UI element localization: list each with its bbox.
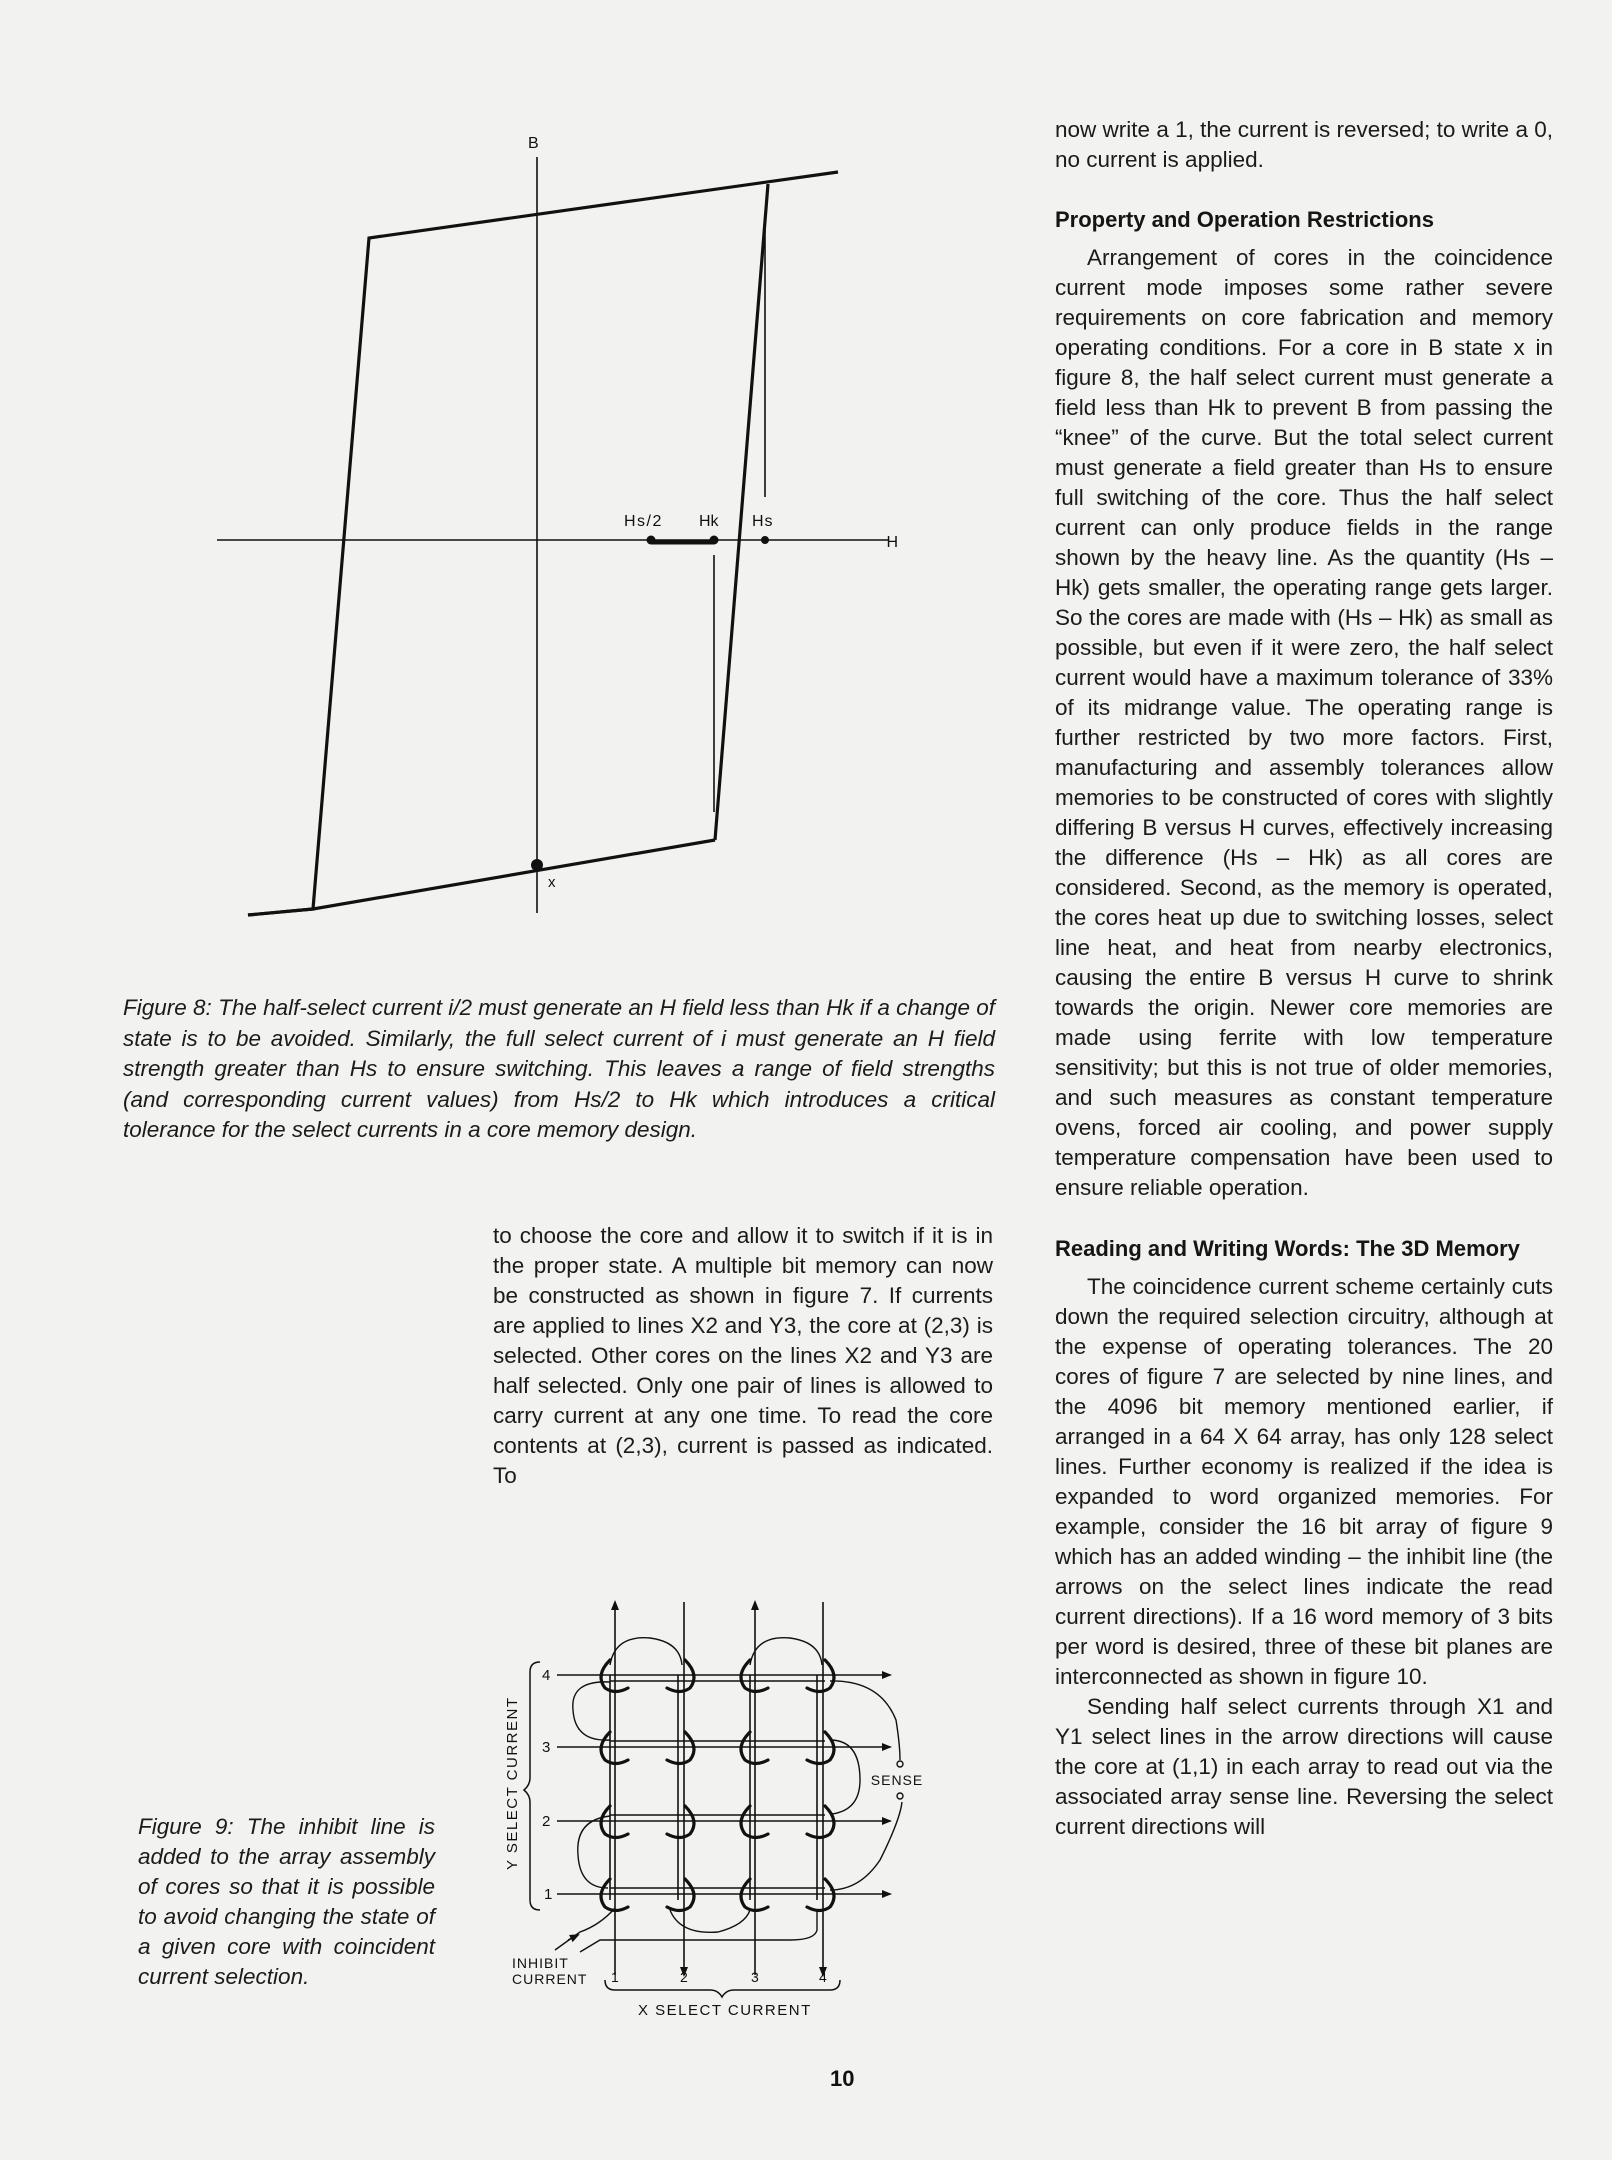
inhibit-current-label-1: INHIBIT [512,1955,569,1971]
page-number: 10 [830,2066,855,2091]
col-label-4: 4 [819,1969,827,1985]
section-heading-3d-memory: Reading and Writing Words: The 3D Memory [1055,1236,1520,1261]
paragraph-coincidence-scheme: The coincidence current scheme certainly cuts down the required selection circuitry, although at the expense of operating tolerances. The 20 cores of figure 7 are selected by nine lines, and the 4096 bit memory mentioned earlier, if arranged in a 64 X 64 array, has only 128 select lines. Further economy is realized if the idea is expanded to word organized memories. For example, consider the 16 bit array of figure 9 which has an added winding – the inhibit line (the arrows on the select lines indicate the read current directions). If a 16 word memory of 3 bits per word is desired, three of these bit planes are interconnected as shown in figure 10. [1055,1274,1553,1689]
section-heading-property-restrictions: Property and Operation Restrictions [1055,207,1434,232]
inhibit-current-label-2: CURRENT [512,1971,588,1987]
middle-column-text [493,1221,993,1491]
sense-label: SENSE [870,1772,924,1788]
figure-9-core-array-diagram [460,1580,1020,2020]
row-label-4: 4 [542,1667,551,1684]
figure-8-caption: Figure 8: The half-select current i/2 must generate an H field less than Hk if a change of state is to be avoided. Similarly, the full select current of i must generate an H field strength greater than Hs to ensure switching. This leaves a range of field strengths (and corresponding current values) from Hs/2 to Hk which introduces a critical tolerance for the select currents in a core memory design. [123,995,995,1142]
paragraph-write-continuation: now write a 1, the current is reversed; to write a 0, no current is applied. [1055,117,1553,172]
b-axis-label: B [528,135,539,152]
y-select-current-label: Y SELECT CURRENT [504,1696,521,1870]
row-label-1: 1 [544,1886,553,1903]
hysteresis-loop [248,172,838,915]
state-x-label: x [548,874,556,891]
hs-label: Hs [752,513,774,530]
continuation-text [1055,115,1553,175]
x-select-current-label: X SELECT CURRENT [638,2002,812,2019]
row-label-3: 3 [542,1739,551,1756]
col-label-2: 2 [680,1969,688,1985]
paragraph-half-select-currents: Sending half select currents through X1 and Y1 select lines in the arrow directions will cause the core at (1,1) in each array to read out via the associated array sense line. Reversing the select current directions will [1055,1694,1553,1839]
state-x-point [531,859,543,871]
h-axis-label: H [886,534,898,551]
hk-label: Hk [699,513,719,530]
section-3d-memory-body [1055,1272,1553,1842]
figure-9-caption: Figure 9: The inhibit line is added to the array assembly of cores so that it is possible to avoid changing the state of a given core with coincident current selection. [138,1814,435,1989]
right-column [1055,115,1553,1842]
hs-half-label: Hs/2 [624,513,663,530]
col-label-1: 1 [611,1969,619,1985]
row-label-2: 2 [542,1813,551,1830]
col-label-3: 3 [751,1969,759,1985]
section-property-restrictions-body [1055,243,1553,1203]
figure-8-hysteresis-diagram [0,0,900,960]
paragraph-property-restrictions: Arrangement of cores in the coincidence current mode imposes some rather severe requirements on core fabrication and memory operating conditions. For a core in B state x in figure 8, the half select current must generate a field less than Hk to prevent B from passing the “knee” of the curve. But the total select current must generate a field greater than Hs to ensure full switching of the core. Thus the half select current can only produce fields in the range shown by the heavy line. As the quantity (Hs – Hk) gets smaller, the operating range gets larger. So the cores are made with (Hs – Hk) as small as possible, but even if it were zero, the half select current would have a maximum tolerance of 33% of its midrange value. The operating range is further restricted by two more factors. First, manufacturing and assembly tolerances allow memories to be constructed of cores with slightly differing B versus H curves, effectively increasing the difference (Hs – Hk) as all cores are considered. Second, as the memory is operated, the cores heat up due to switching losses, select line heat, and heat from nearby electronics, causing the entire B versus H curve to shrink towards the origin. Newer core memories are made using ferrite with low temperature sensitivity; but this is not true of older memories, and such measures as constant temperature ovens, forced air cooling, and power supply temperature compensation have been used to ensure reliable operation. [1055,245,1553,1200]
paragraph-figure7-selection: to choose the core and allow it to switch if it is in the proper state. A multiple bit memory can now be constructed as shown in figure 7. If currents are applied to lines X2 and Y3, the core at (2,3) is selected. Other cores on the lines X2 and Y3 are half selected. Only one pair of lines is allowed to carry current at any one time. To read the core contents at (2,3), current is passed as indicated. To [493,1223,993,1488]
